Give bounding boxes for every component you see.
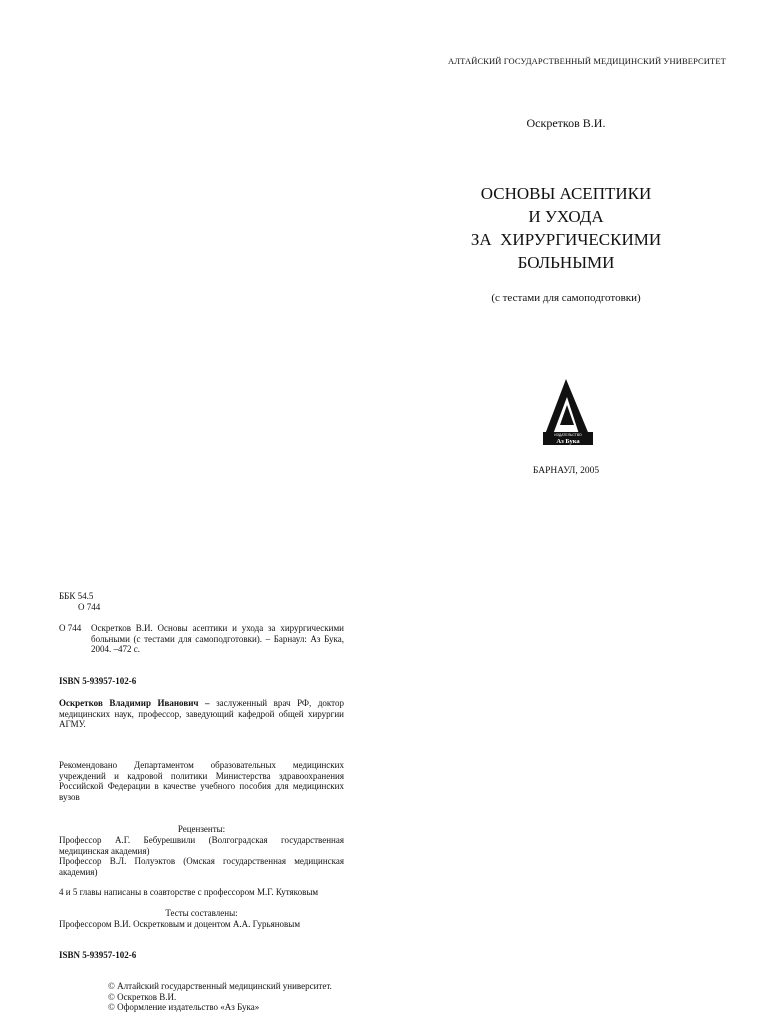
reviewer-1: Профессор А.Г. Бебурешвили (Волгоградская государственная медицинская академия) xyxy=(59,835,344,856)
book-subtitle: (с тестами для самоподготовки) xyxy=(491,292,641,304)
title-line-4: БОЛЬНЫМИ xyxy=(517,253,615,272)
isbn: ISBN 5-93957-102-6 xyxy=(59,676,137,686)
reviewer-2: Профессор В.Л. Полуэктов (Омская государственная медицинская академия) xyxy=(59,856,344,877)
reviewers-heading: Рецензенты: xyxy=(177,824,226,834)
author-bio-text: заслуженный врач РФ, доктор медицинских наук, профессор, заведующий кафедрой общей хирургии АГМУ. xyxy=(59,698,344,729)
title-line-1: ОСНОВЫ АСЕПТИКИ xyxy=(480,184,652,203)
coauthor-note: 4 и 5 главы написаны в соавторстве с профессором М.Г. Кутяковым xyxy=(59,887,319,897)
university-name: АЛТАЙСКИЙ ГОСУДАРСТВЕННЫЙ МЕДИЦИНСКИЙ УНИВЕРСИТЕТ xyxy=(448,56,726,66)
tests-heading: Тесты составлены: xyxy=(165,908,238,918)
publisher-logo-text: Аз Бука xyxy=(556,438,580,445)
recommendation-note: Рекомендовано Департаментом образовательных медицинских учреждений и кадровой политики Министерства здравоохранения Российской Федерации в качестве учебного пособия для медицинских вузов xyxy=(59,760,344,802)
catalog-code: О 744 xyxy=(59,623,82,633)
copyright-block xyxy=(108,981,368,1013)
isbn-repeat: ISBN 5-93957-102-6 xyxy=(59,950,137,960)
catalog-description: Оскретков В.И. Основы асептики и ухода за хирургическими больными (с тестами для самоподготовки). – Барнаул: Аз Бука, 2004. –472 с. xyxy=(91,623,344,654)
book-title xyxy=(450,182,682,274)
tests-authors: Профессором В.И. Оскретковым и доцентом А.А. Гурьяновым xyxy=(59,919,301,929)
publisher-logo-icon xyxy=(540,377,596,451)
title-line-2: И УХОДА xyxy=(528,207,604,226)
book-author: Оскретков В.И. xyxy=(526,116,606,130)
copyright-line: © Оскретков В.И. xyxy=(108,991,177,1002)
bbk-index: ББК 54.5 xyxy=(59,591,94,601)
city-year: БАРНАУЛ, 2005 xyxy=(532,466,600,476)
author-bio xyxy=(59,698,344,730)
copyright-line: © Алтайский государственный медицинский университет. xyxy=(108,981,332,991)
copyright-line: © Оформление издательство «Аз Бука» xyxy=(108,1002,260,1012)
bbk-author-code: О 744 xyxy=(78,602,101,612)
publisher-logo xyxy=(540,377,596,451)
author-bio-name: Оскретков Владимир Иванович – xyxy=(59,698,210,708)
title-line-3: ЗА ХИРУРГИЧЕСКИМИ xyxy=(470,230,662,249)
publisher-logo-small: ИЗДАТЕЛЬСТВО xyxy=(554,433,582,437)
